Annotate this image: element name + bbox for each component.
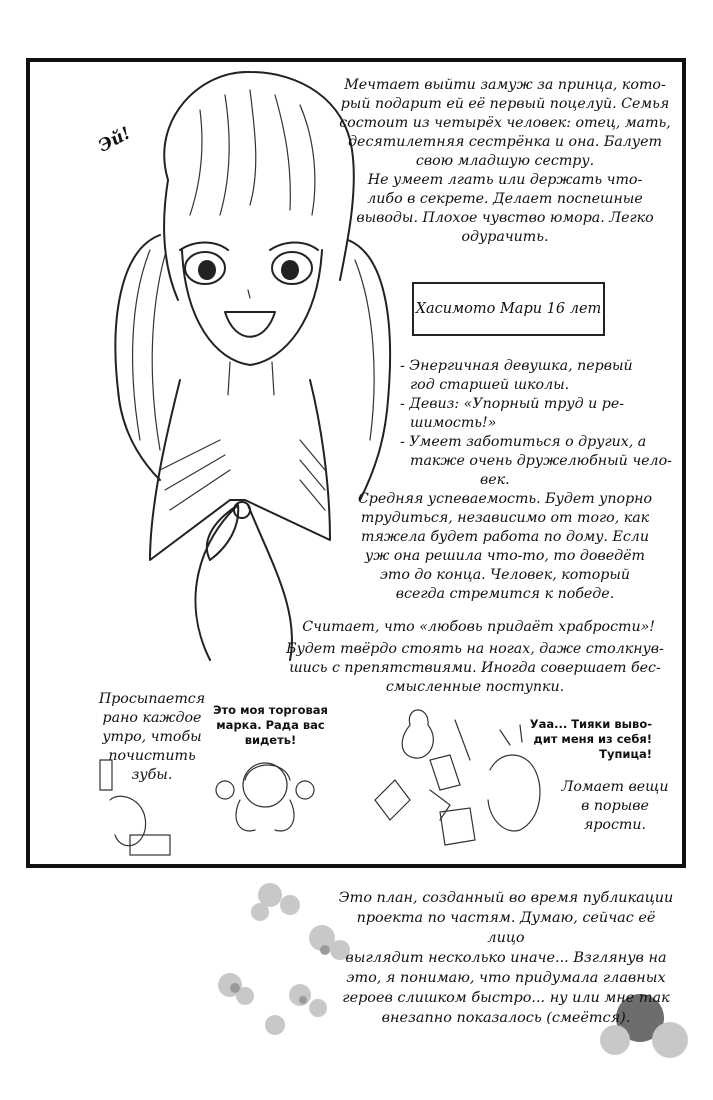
text-line: Это план, созданный во время публикации <box>338 890 674 906</box>
text-line: также очень дружелюбный чело- <box>410 453 672 469</box>
angry-speech <box>520 717 652 762</box>
text-line: одурачить. <box>461 229 549 245</box>
text-line: выводы. Плохое чувство юмора. Легко <box>356 210 654 226</box>
text-line: Считает, что «любовь придаёт храбрости»! <box>302 619 655 635</box>
text-line: - Девиз: «Упорный труд и ре- <box>400 396 625 412</box>
text-line: Ломает вещи <box>561 779 669 795</box>
text-line: Тупица! <box>599 747 652 761</box>
text-line: Будет твёрдо стоять на ногах, даже столкнув- <box>286 641 664 657</box>
study-text-cont <box>260 618 655 637</box>
text-line: в порыве <box>581 798 649 814</box>
text-line: Просыпается <box>98 691 206 707</box>
exclamation-text: Эй! <box>95 123 135 157</box>
text-line: Уаа... Тияки выво- <box>529 717 652 731</box>
trademark-speech <box>208 703 333 748</box>
study-text <box>330 490 680 604</box>
intro-text <box>330 76 680 247</box>
text-line: героев слишком быстро... ну или мне так <box>342 990 670 1006</box>
breaks-text <box>560 778 670 835</box>
text-line: год старшей школы. <box>410 377 570 393</box>
study-text-end <box>270 640 680 697</box>
flower-decoration <box>218 883 350 1035</box>
text-line: смысленные поступки. <box>385 679 565 695</box>
text-line: Не умеет лгать или держать что- <box>367 172 643 188</box>
text-line: век. <box>480 472 510 488</box>
text-line: утро, чтобы <box>102 729 202 745</box>
text-line: трудиться, независимо от того, как <box>360 510 650 526</box>
text-line: Мечтает выйти замуж за принца, кото- <box>344 77 666 93</box>
text-line: рый подарит ей её первый поцелуй. Семья <box>340 96 670 112</box>
traits-text <box>400 357 675 490</box>
text-line: это до конца. Человек, который <box>379 567 631 583</box>
text-line: зубы. <box>131 767 173 783</box>
text-line: проекта по частям. Думаю, сейчас её лицо <box>356 910 656 946</box>
text-line: выглядит несколько иначе... Взглянув на <box>345 950 667 966</box>
text-line: Средняя успеваемость. Будет упорно <box>357 491 653 507</box>
character-name-box <box>412 282 605 336</box>
text-line: рано каждое <box>102 710 202 726</box>
text-line: шимость!» <box>410 415 497 431</box>
character-name: Хасимото Мари 16 лет <box>415 301 602 317</box>
text-line: свою младшую сестру. <box>415 153 595 169</box>
text-line: марка. Рада вас <box>216 718 325 732</box>
text-line: десятилетняя сестрёнка и она. Балует <box>348 134 662 150</box>
text-line: - Энергичная девушка, первый <box>400 358 633 374</box>
text-line: состоит из четырёх человек: отец, мать, <box>339 115 671 131</box>
text-line: дит меня из себя! <box>533 732 652 746</box>
text-line: шись с препятствиями. Иногда совершает бес- <box>289 660 661 676</box>
text-line: уж она решила что-то, то доведёт <box>365 548 645 564</box>
text-line: Это моя торговая <box>213 703 328 717</box>
text-line: почистить <box>108 748 196 764</box>
text-line: это, я понимаю, что придумала главных <box>346 970 666 986</box>
text-line: - Умеет заботиться о других, а <box>400 434 647 450</box>
text-line: внезапно показалось (смеётся). <box>381 1010 631 1026</box>
text-line: тяжела будет работа по дому. Если <box>361 529 649 545</box>
author-note <box>336 888 676 1028</box>
text-line: либо в секрете. Делает поспешные <box>367 191 643 207</box>
text-line: видеть! <box>244 733 297 747</box>
text-line: ярости. <box>583 817 647 833</box>
wakeup-text <box>92 690 212 785</box>
text-line: всегда стремится к победе. <box>395 586 615 602</box>
